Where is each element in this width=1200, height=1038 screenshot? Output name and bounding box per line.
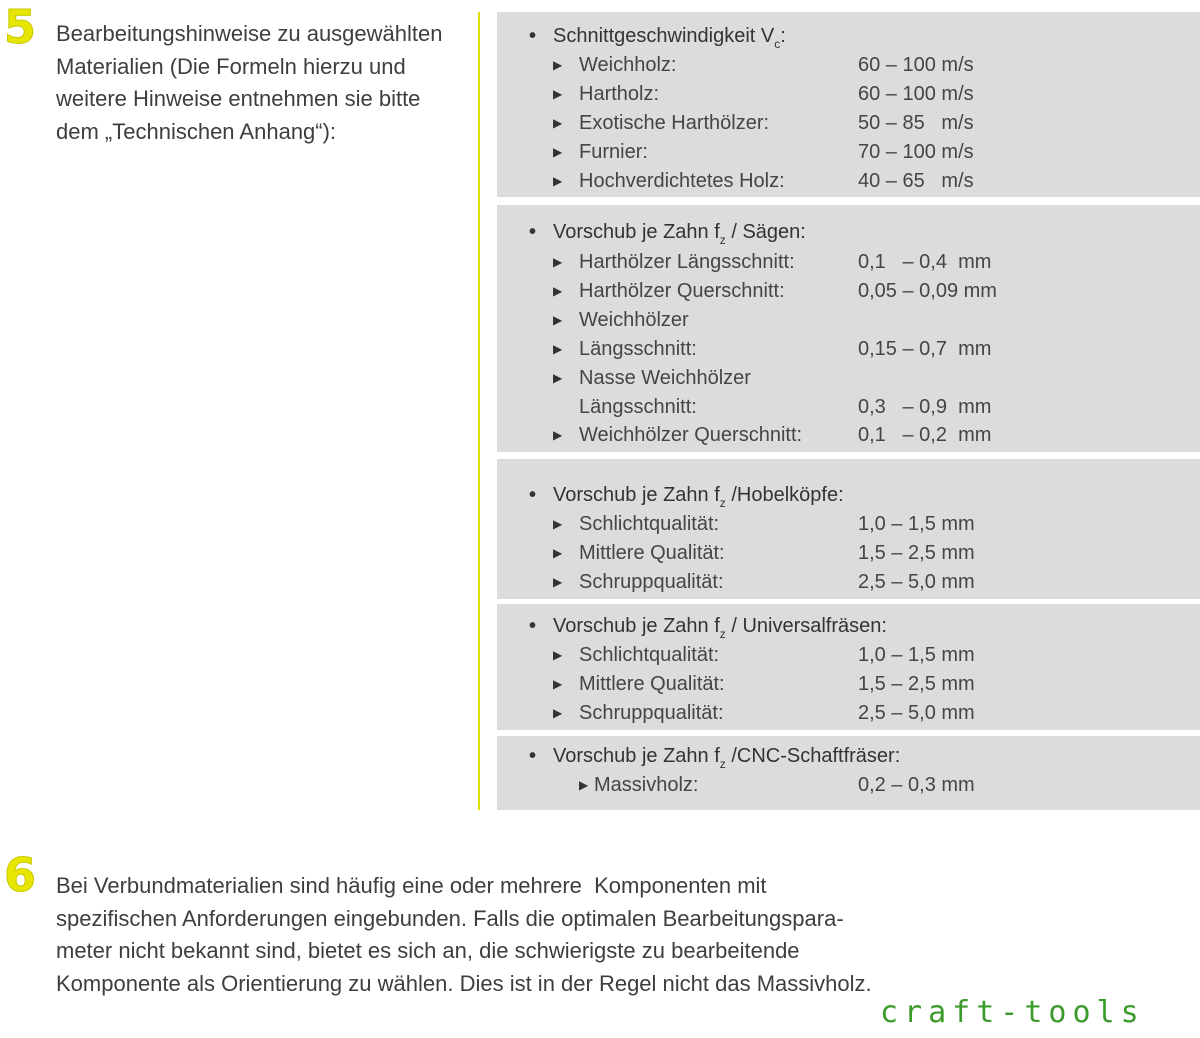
- item-value: 1,5 – 2,5 mm: [858, 542, 975, 564]
- item-label: Harthölzer Querschnitt:: [579, 280, 785, 302]
- panel-header: [529, 744, 901, 771]
- header-suffix: /CNC-Schaftfräser:: [725, 745, 901, 767]
- bullet-icon: •: [529, 221, 537, 243]
- header-suffix: :: [780, 25, 786, 47]
- item-label: Schlichtqualität:: [579, 513, 720, 535]
- bullet-icon: •: [529, 484, 537, 506]
- triangle-bullet-icon: ▶: [553, 116, 563, 130]
- triangle-bullet-icon: ▶: [553, 174, 563, 188]
- list-item: [553, 643, 1179, 667]
- triangle-bullet-icon: ▶: [579, 778, 589, 792]
- header-text: Vorschub je Zahn f: [553, 615, 720, 637]
- item-label: Hochverdichtetes Holz:: [579, 170, 785, 192]
- item-value: 0,3 – 0,9 mm: [858, 396, 992, 418]
- panel-header: [529, 483, 844, 510]
- triangle-bullet-icon: ▶: [553, 371, 563, 385]
- section-6-text: [56, 870, 936, 1000]
- item-label: Nasse Weichhölzer: [579, 367, 751, 389]
- triangle-bullet-icon: ▶: [553, 575, 563, 589]
- list-item: [553, 423, 1179, 447]
- item-value: 2,5 – 5,0 mm: [858, 571, 975, 593]
- triangle-bullet-icon: ▶: [553, 706, 563, 720]
- list-item: [553, 308, 1179, 332]
- item-value: 0,05 – 0,09 mm: [858, 280, 997, 302]
- triangle-bullet-icon: ▶: [553, 517, 563, 531]
- list-item: [553, 140, 1179, 164]
- list-item: [553, 366, 1179, 390]
- item-value: 1,5 – 2,5 mm: [858, 673, 975, 695]
- header-subscript: z: [719, 496, 726, 510]
- triangle-bullet-icon: ▶: [553, 145, 563, 159]
- item-label: Hartholz:: [579, 83, 660, 105]
- list-item: [553, 82, 1179, 106]
- section-5-intro: [56, 18, 476, 148]
- header-suffix: /Hobelköpfe:: [725, 484, 844, 506]
- section-number-5: 5: [4, 0, 37, 54]
- header-subscript: c: [774, 37, 781, 51]
- panel-feed-saws: [497, 205, 1200, 452]
- item-value: 60 – 100 m/s: [858, 54, 974, 76]
- panel-feed-planer-heads: [497, 459, 1200, 599]
- text-line: Komponente als Orientierung zu wählen. Dies ist in der Regel nicht das Massivholz.: [56, 970, 872, 996]
- item-label: Weichhölzer Querschnitt:: [579, 424, 803, 446]
- list-item: [553, 53, 1179, 77]
- item-label: Weichhölzer: [579, 309, 689, 331]
- triangle-bullet-icon: ▶: [553, 284, 563, 298]
- header-subscript: z: [719, 757, 726, 771]
- triangle-bullet-icon: ▶: [553, 58, 563, 72]
- header-text: Vorschub je Zahn f: [553, 484, 720, 506]
- triangle-bullet-icon: ▶: [553, 648, 563, 662]
- triangle-bullet-icon: ▶: [553, 546, 563, 560]
- header-subscript: z: [719, 627, 726, 641]
- bullet-icon: •: [529, 25, 537, 47]
- header-text: Vorschub je Zahn f: [553, 221, 720, 243]
- list-item: [553, 169, 1179, 193]
- list-item: [579, 773, 1179, 797]
- item-value: 0,1 – 0,2 mm: [858, 424, 992, 446]
- header-subscript: z: [719, 233, 726, 247]
- header-text: Schnittgeschwindigkeit V: [553, 25, 775, 47]
- text-line: spezifischen Anforderungen eingebunden. Falls die optimalen Bearbeitungspara-: [56, 905, 844, 931]
- intro-line: Bearbeitungshinweise zu ausgewählten: [56, 21, 443, 46]
- header-suffix: / Universalfräsen:: [725, 615, 887, 637]
- item-label: Exotische Harthölzer:: [579, 112, 770, 134]
- list-item: [553, 279, 1179, 303]
- item-value: 40 – 65 m/s: [858, 170, 974, 192]
- item-value: 0,15 – 0,7 mm: [858, 338, 992, 360]
- intro-line: weitere Hinweise entnehmen sie bitte: [56, 86, 421, 111]
- item-label: Mittlere Qualität:: [579, 542, 725, 564]
- panel-feed-universal-milling: [497, 604, 1200, 730]
- item-value: 50 – 85 m/s: [858, 112, 974, 134]
- item-value: 0,2 – 0,3 mm: [858, 774, 975, 796]
- header-suffix: / Sägen:: [725, 221, 806, 243]
- triangle-bullet-icon: ▶: [553, 677, 563, 691]
- list-item: [553, 250, 1179, 274]
- item-label: Schruppqualität:: [579, 571, 724, 593]
- panel-cutting-speed: [497, 12, 1200, 197]
- list-item: [553, 701, 1179, 725]
- panel-header: [529, 24, 786, 51]
- panel-header: [529, 614, 887, 641]
- item-label: Schruppqualität:: [579, 702, 724, 724]
- triangle-bullet-icon: ▶: [553, 87, 563, 101]
- list-item: [553, 512, 1179, 536]
- item-label: Furnier:: [579, 141, 648, 163]
- item-label: Massivholz:: [594, 774, 699, 796]
- list-item: [553, 111, 1179, 135]
- panel-header: [529, 220, 806, 247]
- item-label: Mittlere Qualität:: [579, 673, 725, 695]
- vertical-divider: [478, 12, 480, 810]
- list-item: [553, 541, 1179, 565]
- item-value: 1,0 – 1,5 mm: [858, 513, 975, 535]
- list-item: [553, 337, 1179, 361]
- item-value: 0,1 – 0,4 mm: [858, 251, 992, 273]
- intro-line: dem „Technischen Anhang“):: [56, 118, 337, 144]
- item-label: Schlichtqualität:: [579, 644, 720, 666]
- triangle-bullet-icon: ▶: [553, 342, 563, 356]
- intro-line: Materialien (Die Formeln hierzu und: [56, 53, 406, 79]
- text-line: Bei Verbundmaterialien sind häufig eine oder mehrere Komponenten mit: [56, 873, 767, 898]
- item-label: Harthölzer Längsschnitt:: [579, 251, 795, 273]
- triangle-bullet-icon: ▶: [553, 313, 563, 327]
- item-value: 1,0 – 1,5 mm: [858, 644, 975, 666]
- list-item: [553, 570, 1179, 594]
- text-line: meter nicht bekannt sind, bietet es sich an, die schwierigste zu bearbeitende: [56, 938, 800, 963]
- triangle-bullet-icon: ▶: [553, 255, 563, 269]
- bullet-icon: •: [529, 615, 537, 637]
- list-item: [553, 672, 1179, 696]
- item-value: 60 – 100 m/s: [858, 83, 974, 105]
- header-text: Vorschub je Zahn f: [553, 745, 720, 767]
- item-label: Längsschnitt:: [579, 338, 697, 360]
- list-item: [579, 395, 1179, 419]
- item-label: Längsschnitt:: [579, 396, 697, 418]
- panel-feed-cnc-end-mills: [497, 736, 1200, 810]
- craft-tools-logo: craft-tools: [880, 995, 1145, 1030]
- item-label: Weichholz:: [579, 54, 677, 76]
- triangle-bullet-icon: ▶: [553, 428, 563, 442]
- item-value: 70 – 100 m/s: [858, 141, 974, 163]
- item-value: 2,5 – 5,0 mm: [858, 702, 975, 724]
- bullet-icon: •: [529, 745, 537, 767]
- section-number-6: 6: [4, 848, 37, 902]
